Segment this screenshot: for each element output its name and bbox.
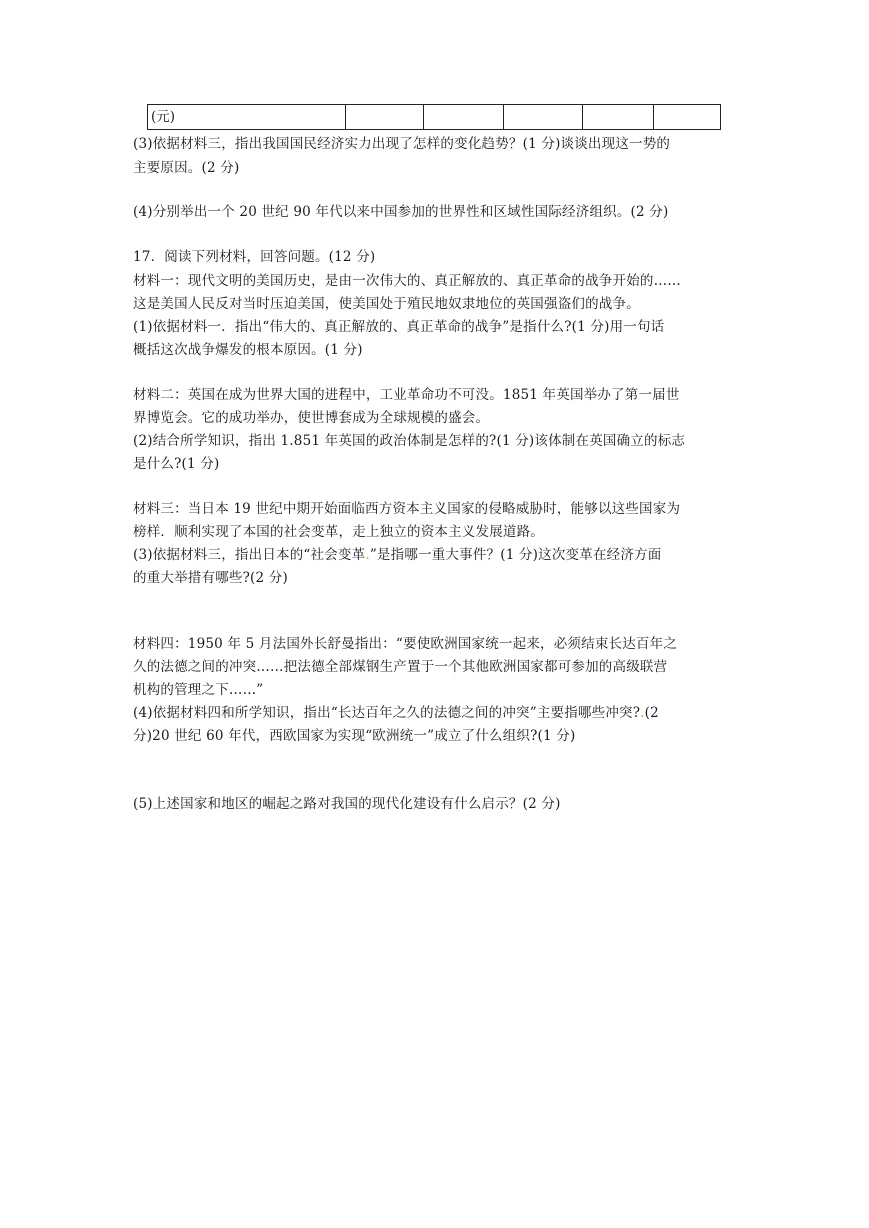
subquestion-5-text: (5)上述国家和地区的崛起之路对我国的现代化建设有什么启示？(2 分) — [133, 796, 561, 812]
material-4-text-cont2: 机构的管理之下……” — [133, 682, 264, 698]
subquestion-3-text — [133, 544, 661, 566]
material-4-text-cont: 久的法德之间的冲突……把法德全部煤钢生产置于一个其他欧洲国家都可参加的高级联营 — [133, 659, 668, 675]
subquestion-4-text-a: (4)依据材料四和所学知识，指出“长达百年之久的法德之间的冲突”主要指哪些冲突? — [133, 705, 641, 721]
material-3-text-cont: 榜样．顺利实现了本国的社会变革，走上独立的资本主义发展道路。 — [133, 524, 544, 540]
subquestion-3-text-a: (3)依据材料三，指出日本的“社会变革 — [133, 547, 366, 563]
subquestion-2-text-cont: 是什么?(1 分) — [133, 456, 220, 472]
table-cell — [583, 105, 654, 130]
material-1-text: 材料一：现代文明的美国历史，是由一次伟大的、真正解放的、真正革命的战争开始的…… — [133, 273, 681, 289]
subquestion-3-text-cont: 的重大举措有哪些?(2 分) — [133, 570, 288, 586]
edit-mark: . — [365, 547, 370, 563]
material-3-text: 材料三：当日本 19 世纪中期开始面临西方资本主义国家的侵略威胁时，能够以这些国家为 — [133, 501, 681, 517]
material-4-text: 材料四：1950 年 5 月法国外长舒曼指出：“要使欧洲国家统一起来，必须结束长达百年之 — [133, 636, 678, 652]
subquestion-4-text — [133, 702, 659, 724]
subquestion-1-text-cont: 概括这次战争爆发的根本原因。(1 分) — [133, 342, 363, 358]
table-cell — [424, 105, 504, 130]
question-4-text: (4)分别举出一个 20 世纪 90 年代以来中国参加的世界性和区域性国际经济组织。(2 分) — [133, 204, 669, 220]
material-2-text-cont: 界博览会。它的成功举办，使世博套成为全球规模的盛会。 — [133, 410, 490, 426]
table-row — [148, 105, 721, 130]
subquestion-1-text: (1)依据材料一．指出“伟大的、真正解放的、真正革命的战争”是指什么?(1 分)用一句话 — [133, 319, 665, 335]
question-3-text-cont: 主要原因。(2 分) — [133, 160, 240, 176]
table-cell-label: (元) — [148, 105, 346, 130]
material-1-text-cont: 这是美国人民反对当时压迫美国，使美国处于殖民地奴隶地位的英国强盗们的战争。 — [133, 296, 640, 312]
question-17-heading: 17．阅读下列材料，回答问题。(12 分) — [133, 249, 376, 265]
question-3-text: (3)依据材料三，指出我国国民经济实力出现了怎样的变化趋势？(1 分)谈谈出现这一势的 — [133, 136, 671, 152]
table-cell — [654, 105, 721, 130]
table-cell — [504, 105, 583, 130]
subquestion-4-text-b: (2 — [644, 705, 659, 721]
table-cell — [346, 105, 424, 130]
income-table — [147, 104, 721, 130]
subquestion-3-text-b: ”是指哪一重大事件？(1 分)这次变革在经济方面 — [369, 547, 662, 563]
subquestion-4-text-cont: 分)20 世纪 60 年代，西欧国家为实现“欧洲统一”成立了什么组织?(1 分) — [133, 728, 576, 744]
subquestion-2-text: (2)结合所学知识，指出 1.851 年英国的政治体制是怎样的?(1 分)该体制在英国确立的标志 — [133, 433, 686, 449]
edit-mark: . — [640, 705, 645, 721]
material-2-text: 材料二：英国在成为世界大国的进程中，工业革命功不可没。1851 年英国举办了第一届世 — [133, 387, 680, 403]
